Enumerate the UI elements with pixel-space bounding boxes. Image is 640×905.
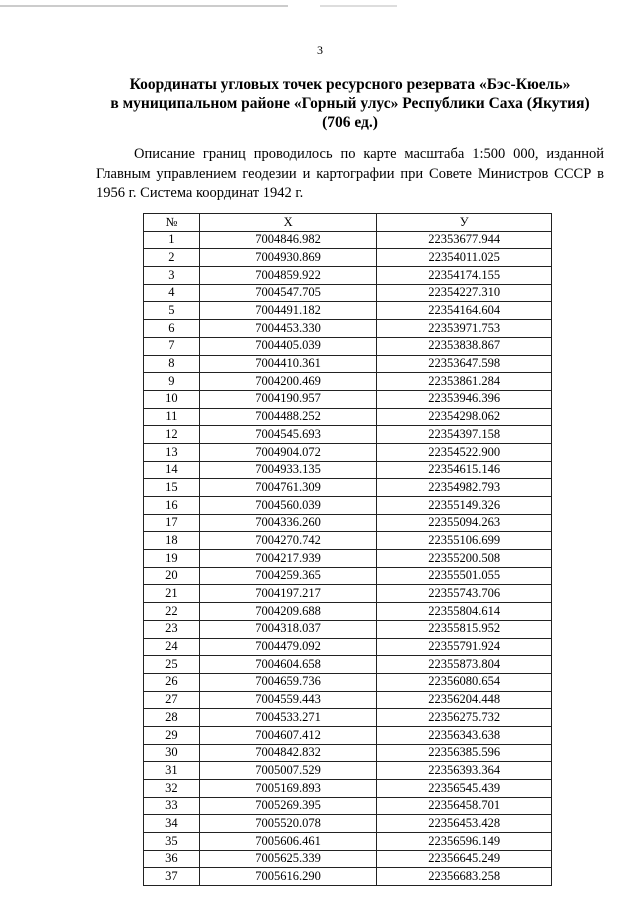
x-coordinate-cell: 7004336.260 — [199, 514, 377, 532]
y-coordinate-cell: 22353971.753 — [377, 320, 552, 338]
x-coordinate-cell: 7004930.869 — [199, 249, 377, 267]
y-coordinate-cell: 22356204.448 — [377, 691, 552, 709]
y-coordinate-cell: 22353946.396 — [377, 390, 552, 408]
point-number-cell: 21 — [144, 585, 200, 603]
point-number-cell: 36 — [144, 850, 200, 868]
table-header-row — [144, 214, 552, 232]
point-number-cell: 14 — [144, 461, 200, 479]
point-number-cell: 15 — [144, 479, 200, 497]
x-coordinate-cell: 7005625.339 — [199, 850, 377, 868]
table-row — [144, 868, 552, 886]
table-row — [144, 426, 552, 444]
y-coordinate-cell: 22355815.952 — [377, 620, 552, 638]
point-number-cell: 18 — [144, 532, 200, 550]
title-line-2: в муниципальном районе «Горный улус» Республики Саха (Якутия) — [110, 95, 590, 112]
table-row — [144, 302, 552, 320]
point-number-cell: 31 — [144, 762, 200, 780]
header-x: Х — [199, 214, 377, 232]
table-row — [144, 497, 552, 515]
table-body — [144, 231, 552, 885]
table-row — [144, 550, 552, 568]
point-number-cell: 4 — [144, 284, 200, 302]
x-coordinate-cell: 7004217.939 — [199, 550, 377, 568]
point-number-cell: 1 — [144, 231, 200, 249]
y-coordinate-cell: 22355791.924 — [377, 638, 552, 656]
y-coordinate-cell: 22353861.284 — [377, 373, 552, 391]
title-line-1: Координаты угловых точек ресурсного резервата «Бэс-Кюель» — [129, 76, 571, 93]
y-coordinate-cell: 22354011.025 — [377, 249, 552, 267]
x-coordinate-cell: 7004197.217 — [199, 585, 377, 603]
y-coordinate-cell: 22354397.158 — [377, 426, 552, 444]
y-coordinate-cell: 22354174.155 — [377, 267, 552, 285]
x-coordinate-cell: 7004659.736 — [199, 673, 377, 691]
table-row — [144, 797, 552, 815]
y-coordinate-cell: 22355873.804 — [377, 656, 552, 674]
header-y: У — [377, 214, 552, 232]
y-coordinate-cell: 22355094.263 — [377, 514, 552, 532]
point-number-cell: 20 — [144, 567, 200, 585]
table-row — [144, 231, 552, 249]
point-number-cell: 25 — [144, 656, 200, 674]
point-number-cell: 16 — [144, 497, 200, 515]
table-row — [144, 620, 552, 638]
point-number-cell: 12 — [144, 426, 200, 444]
point-number-cell: 19 — [144, 550, 200, 568]
table-row — [144, 479, 552, 497]
x-coordinate-cell: 7004190.957 — [199, 390, 377, 408]
point-number-cell: 7 — [144, 337, 200, 355]
y-coordinate-cell: 22356453.428 — [377, 815, 552, 833]
x-coordinate-cell: 7004604.658 — [199, 656, 377, 674]
y-coordinate-cell: 22356275.732 — [377, 709, 552, 727]
y-coordinate-cell: 22356596.149 — [377, 833, 552, 851]
table-row — [144, 726, 552, 744]
x-coordinate-cell: 7004209.688 — [199, 603, 377, 621]
y-coordinate-cell: 22353677.944 — [377, 231, 552, 249]
x-coordinate-cell: 7004545.693 — [199, 426, 377, 444]
x-coordinate-cell: 7004453.330 — [199, 320, 377, 338]
y-coordinate-cell: 22356343.638 — [377, 726, 552, 744]
y-coordinate-cell: 22354982.793 — [377, 479, 552, 497]
x-coordinate-cell: 7004318.037 — [199, 620, 377, 638]
description-text: Описание границ проводилось по карте масштаба 1:500 000, изданной Главным управлением геодезии и картографии при Совете Министров СССР в 1956 г. Система координат 1942 г. — [96, 146, 604, 201]
x-coordinate-cell: 7004933.135 — [199, 461, 377, 479]
table-row — [144, 408, 552, 426]
table-row — [144, 638, 552, 656]
point-number-cell: 3 — [144, 267, 200, 285]
x-coordinate-cell: 7004200.469 — [199, 373, 377, 391]
x-coordinate-cell: 7004405.039 — [199, 337, 377, 355]
x-coordinate-cell: 7004560.039 — [199, 497, 377, 515]
coordinates-table — [143, 213, 552, 886]
y-coordinate-cell: 22356080.654 — [377, 673, 552, 691]
point-number-cell: 32 — [144, 780, 200, 798]
y-coordinate-cell: 22356683.258 — [377, 868, 552, 886]
y-coordinate-cell: 22354298.062 — [377, 408, 552, 426]
y-coordinate-cell: 22355200.508 — [377, 550, 552, 568]
y-coordinate-cell: 22355149.326 — [377, 497, 552, 515]
table-row — [144, 815, 552, 833]
y-coordinate-cell: 22356385.596 — [377, 744, 552, 762]
point-number-cell: 23 — [144, 620, 200, 638]
table-row — [144, 567, 552, 585]
x-coordinate-cell: 7004547.705 — [199, 284, 377, 302]
table-row — [144, 267, 552, 285]
table-row — [144, 514, 552, 532]
description-paragraph — [96, 145, 604, 204]
y-coordinate-cell: 22353838.867 — [377, 337, 552, 355]
scan-artifact-line — [0, 5, 640, 7]
point-number-cell: 37 — [144, 868, 200, 886]
table-row — [144, 744, 552, 762]
point-number-cell: 13 — [144, 443, 200, 461]
point-number-cell: 29 — [144, 726, 200, 744]
point-number-cell: 27 — [144, 691, 200, 709]
y-coordinate-cell: 22355501.055 — [377, 567, 552, 585]
table-row — [144, 249, 552, 267]
table-row — [144, 355, 552, 373]
table-row — [144, 762, 552, 780]
x-coordinate-cell: 7005616.290 — [199, 868, 377, 886]
x-coordinate-cell: 7004607.412 — [199, 726, 377, 744]
x-coordinate-cell: 7004259.365 — [199, 567, 377, 585]
table-row — [144, 532, 552, 550]
x-coordinate-cell: 7004488.252 — [199, 408, 377, 426]
point-number-cell: 28 — [144, 709, 200, 727]
table-row — [144, 673, 552, 691]
x-coordinate-cell: 7004559.443 — [199, 691, 377, 709]
header-number: № — [144, 214, 200, 232]
x-coordinate-cell: 7004479.092 — [199, 638, 377, 656]
point-number-cell: 33 — [144, 797, 200, 815]
table-row — [144, 603, 552, 621]
y-coordinate-cell: 22355106.699 — [377, 532, 552, 550]
table-row — [144, 833, 552, 851]
table-row — [144, 373, 552, 391]
table-row — [144, 461, 552, 479]
title-line-3: (706 ед.) — [322, 114, 378, 131]
x-coordinate-cell: 7005606.461 — [199, 833, 377, 851]
document-title — [60, 75, 640, 132]
table-row — [144, 320, 552, 338]
table-row — [144, 709, 552, 727]
point-number-cell: 9 — [144, 373, 200, 391]
y-coordinate-cell: 22353647.598 — [377, 355, 552, 373]
point-number-cell: 24 — [144, 638, 200, 656]
y-coordinate-cell: 22356545.439 — [377, 780, 552, 798]
x-coordinate-cell: 7005269.395 — [199, 797, 377, 815]
y-coordinate-cell: 22356393.364 — [377, 762, 552, 780]
table-row — [144, 443, 552, 461]
page-number: 3 — [317, 43, 323, 57]
table-row — [144, 284, 552, 302]
x-coordinate-cell: 7005007.529 — [199, 762, 377, 780]
x-coordinate-cell: 7004761.309 — [199, 479, 377, 497]
point-number-cell: 11 — [144, 408, 200, 426]
x-coordinate-cell: 7004859.922 — [199, 267, 377, 285]
y-coordinate-cell: 22356645.249 — [377, 850, 552, 868]
table-row — [144, 337, 552, 355]
table-row — [144, 780, 552, 798]
table-row — [144, 390, 552, 408]
point-number-cell: 17 — [144, 514, 200, 532]
point-number-cell: 10 — [144, 390, 200, 408]
table-row — [144, 691, 552, 709]
y-coordinate-cell: 22356458.701 — [377, 797, 552, 815]
x-coordinate-cell: 7004842.832 — [199, 744, 377, 762]
point-number-cell: 26 — [144, 673, 200, 691]
point-number-cell: 8 — [144, 355, 200, 373]
x-coordinate-cell: 7005169.893 — [199, 780, 377, 798]
point-number-cell: 34 — [144, 815, 200, 833]
x-coordinate-cell: 7004410.361 — [199, 355, 377, 373]
y-coordinate-cell: 22355804.614 — [377, 603, 552, 621]
point-number-cell: 35 — [144, 833, 200, 851]
x-coordinate-cell: 7004904.072 — [199, 443, 377, 461]
point-number-cell: 6 — [144, 320, 200, 338]
y-coordinate-cell: 22355743.706 — [377, 585, 552, 603]
x-coordinate-cell: 7004533.271 — [199, 709, 377, 727]
point-number-cell: 22 — [144, 603, 200, 621]
table-row — [144, 656, 552, 674]
table-row — [144, 585, 552, 603]
table-row — [144, 850, 552, 868]
y-coordinate-cell: 22354227.310 — [377, 284, 552, 302]
y-coordinate-cell: 22354164.604 — [377, 302, 552, 320]
x-coordinate-cell: 7005520.078 — [199, 815, 377, 833]
point-number-cell: 2 — [144, 249, 200, 267]
y-coordinate-cell: 22354615.146 — [377, 461, 552, 479]
y-coordinate-cell: 22354522.900 — [377, 443, 552, 461]
point-number-cell: 5 — [144, 302, 200, 320]
x-coordinate-cell: 7004270.742 — [199, 532, 377, 550]
x-coordinate-cell: 7004491.182 — [199, 302, 377, 320]
point-number-cell: 30 — [144, 744, 200, 762]
x-coordinate-cell: 7004846.982 — [199, 231, 377, 249]
